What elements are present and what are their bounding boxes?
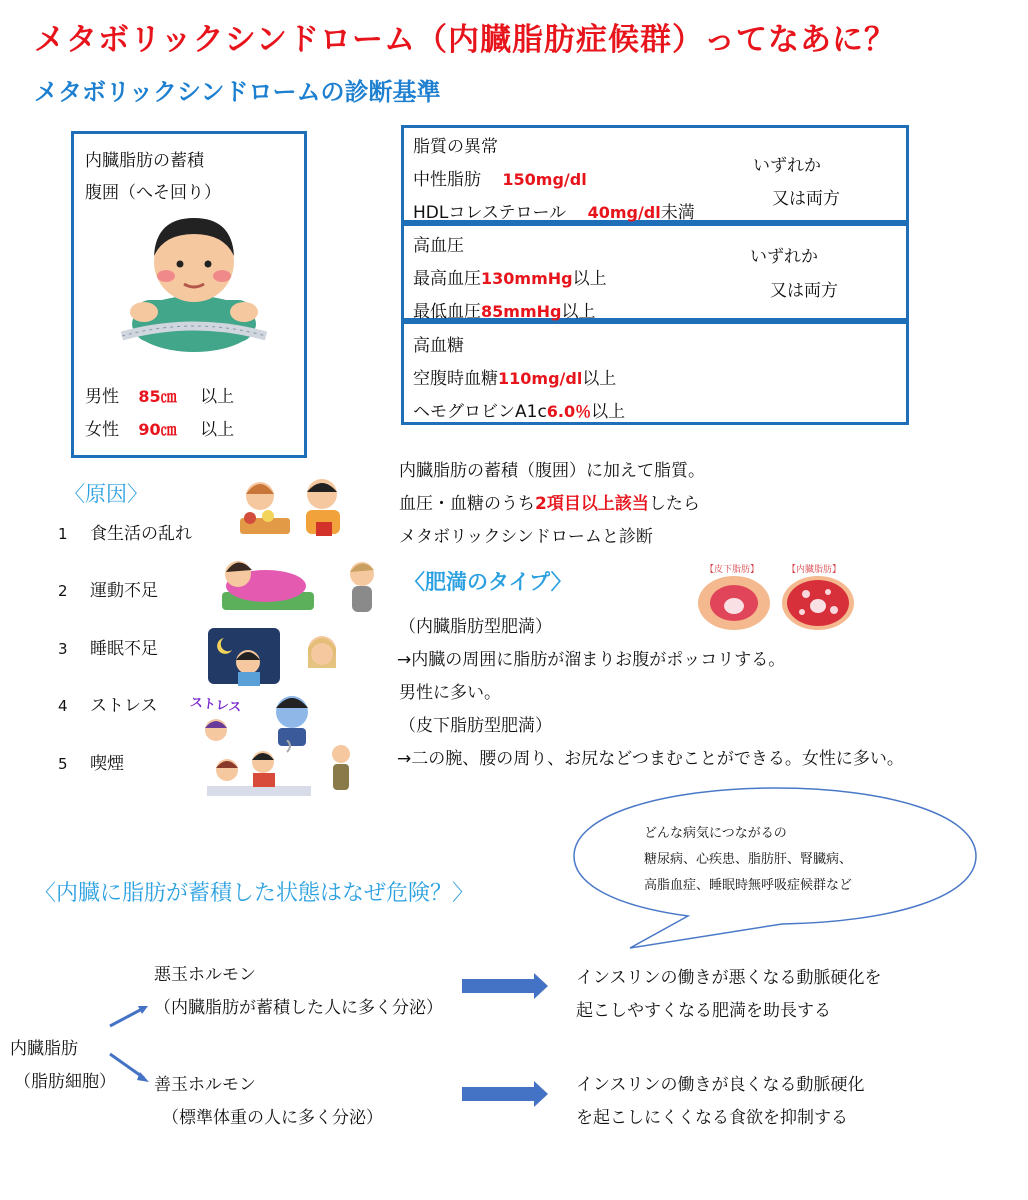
visceral-tag: 【内臓脂肪】 [787, 565, 842, 575]
bp-min-suffix: 以上 [561, 302, 596, 322]
fbg-value: 110mg/dl [498, 369, 583, 388]
good-hormone-arrow [462, 1087, 534, 1101]
bp-either: いずれか [750, 247, 818, 267]
cause-label: 運動不足 [90, 581, 158, 601]
diagnosis-line2-pre: 血圧・血糖のうち [399, 494, 535, 514]
subcutaneous-type-label: （皮下脂肪型肥満） [399, 716, 552, 736]
fbg-criterion [413, 364, 616, 389]
bubble-line3: 高脂血症、睡眠時無呼吸症候群など [644, 878, 853, 893]
cause-num: 4 [58, 697, 68, 715]
lipid-criteria-box [401, 125, 909, 223]
cause-num: 5 [58, 755, 68, 773]
obesity-types-heading: 〈肥満のタイプ〉 [404, 570, 572, 594]
female-label: 女性 [85, 420, 119, 440]
cause-item-4 [58, 691, 158, 716]
visceral-type-desc: →内臓の周囲に脂肪が溜まりお腹がポッコリする。 [397, 650, 786, 670]
triglyceride-criterion [413, 165, 587, 190]
diagnosis-line2-post: したら [648, 494, 700, 514]
waist-line2: 腹囲（へそ回り） [85, 183, 221, 203]
waist-line1: 内臓脂肪の蓄積 [85, 151, 204, 171]
cause-label: 食生活の乱れ [90, 524, 192, 544]
female-suffix: 以上 [200, 420, 235, 440]
fbg-label: 空腹時血糖 [413, 369, 498, 389]
lipid-heading: 脂質の異常 [413, 137, 498, 157]
cause-item-3 [58, 634, 158, 659]
page-title: メタボリックシンドローム（内臓脂肪症候群）ってなあに？ [34, 22, 896, 58]
bp-or-both: 又は両方 [770, 281, 838, 301]
bp-criteria-box [401, 223, 909, 321]
bad-effect-line2: 起こしやすくなる肥満を助長する [576, 1001, 831, 1021]
good-hormone-note: （標準体重の人に多く分泌） [162, 1108, 383, 1128]
danger-heading: 〈内臓に脂肪が蓄積した状態はなぜ危険？〉 [34, 881, 475, 906]
waist-measure-illustration [114, 204, 274, 354]
hdl-suffix: 未満 [660, 203, 695, 223]
fbg-suffix: 以上 [582, 369, 617, 389]
subcutaneous-tag: 【皮下脂肪】 [705, 565, 760, 575]
diagnosis-line1: 内臓脂肪の蓄積（腹囲）に加えて脂質。 [399, 461, 705, 481]
branch-arrows [104, 1000, 154, 1090]
cause-item-2 [58, 576, 158, 601]
hba1c-value: 6.0％ [546, 402, 592, 421]
bad-hormone-arrow [462, 979, 534, 993]
glucose-criteria-box [401, 321, 909, 425]
male-suffix: 以上 [200, 387, 235, 407]
bad-hormone-label: 悪玉ホルモン [154, 965, 256, 985]
diagnosis-line2-highlight: 2項目以上該当 [535, 494, 649, 514]
cause-item-1 [58, 519, 192, 544]
hdl-label: HDLコレステロール [413, 203, 567, 223]
bubble-line2: 糖尿病、心疾患、脂肪肝、腎臓病、 [644, 852, 853, 867]
cause-num: 3 [58, 640, 68, 658]
criteria-heading: メタボリックシンドロームの診断基準 [34, 78, 441, 106]
visceral-type-note: 男性に多い。 [399, 683, 501, 703]
bp-max-criterion [413, 264, 607, 289]
visceral-fat-label: 内臓脂肪 [10, 1039, 78, 1059]
cause-label: 喫煙 [90, 754, 124, 774]
stress-illustration [196, 686, 336, 746]
exercise-illustration [218, 548, 388, 618]
bp-max-label: 最高血圧 [413, 269, 481, 289]
bp-max-value: 130mmHg [481, 269, 573, 288]
cause-num: 1 [58, 525, 68, 543]
lipid-or-both: 又は両方 [772, 189, 840, 209]
lipid-either: いずれか [753, 156, 821, 176]
hba1c-criterion [413, 397, 625, 422]
speech-bubble [570, 784, 982, 950]
good-effect-line2: を起こしにくくなる食欲を抑制する [576, 1108, 848, 1128]
bubble-line1: どんな病気につながるの [644, 826, 787, 841]
male-label: 男性 [85, 387, 119, 407]
hdl-value: 40mg/dl [587, 203, 661, 222]
waist-criteria-box [71, 131, 307, 458]
bad-effect-line1: インスリンの働きが悪くなる動脈硬化を [576, 968, 882, 988]
male-value: 85㎝ [138, 387, 177, 406]
female-criterion [85, 415, 234, 440]
bp-min-label: 最低血圧 [413, 302, 481, 322]
hba1c-label: ヘモグロビンA1c [413, 402, 547, 422]
good-effect-line1: インスリンの働きが良くなる動脈硬化 [576, 1075, 865, 1095]
tg-value: 150mg/dl [502, 170, 587, 189]
bp-min-criterion [413, 297, 595, 322]
fat-cell-label: （脂肪細胞） [14, 1072, 116, 1092]
glucose-heading: 高血糖 [413, 336, 464, 356]
causes-heading: 〈原因〉 [64, 482, 148, 506]
female-value: 90㎝ [138, 420, 177, 439]
bp-max-suffix: 以上 [572, 269, 607, 289]
male-criterion [85, 382, 234, 407]
bp-min-value: 85mmHg [481, 302, 562, 321]
subcutaneous-type-desc: →二の腕、腰の周り、お尻などつまむことができる。女性に多い。 [397, 749, 904, 769]
bad-hormone-note: （内臓脂肪が蓄積した人に多く分泌） [154, 998, 443, 1018]
sleep-illustration [206, 624, 346, 688]
stress-word: ストレス [189, 695, 243, 716]
diagnosis-line3: メタボリックシンドロームと診断 [399, 527, 653, 547]
obesity-cross-section-illustration [696, 574, 858, 632]
cause-item-5 [58, 749, 124, 774]
cause-label: 睡眠不足 [90, 639, 158, 659]
hba1c-suffix: 以上 [591, 402, 626, 422]
diagnosis-line2 [399, 489, 700, 514]
tg-label: 中性脂肪 [413, 170, 481, 190]
cause-num: 2 [58, 582, 68, 600]
cause-label: ストレス [90, 696, 158, 716]
bp-heading: 高血圧 [413, 236, 464, 256]
smoking-illustration [205, 740, 365, 802]
good-hormone-label: 善玉ホルモン [154, 1075, 256, 1095]
diet-illustration [232, 474, 352, 540]
visceral-type-label: （内臓脂肪型肥満） [399, 617, 552, 637]
hdl-criterion [413, 198, 695, 223]
